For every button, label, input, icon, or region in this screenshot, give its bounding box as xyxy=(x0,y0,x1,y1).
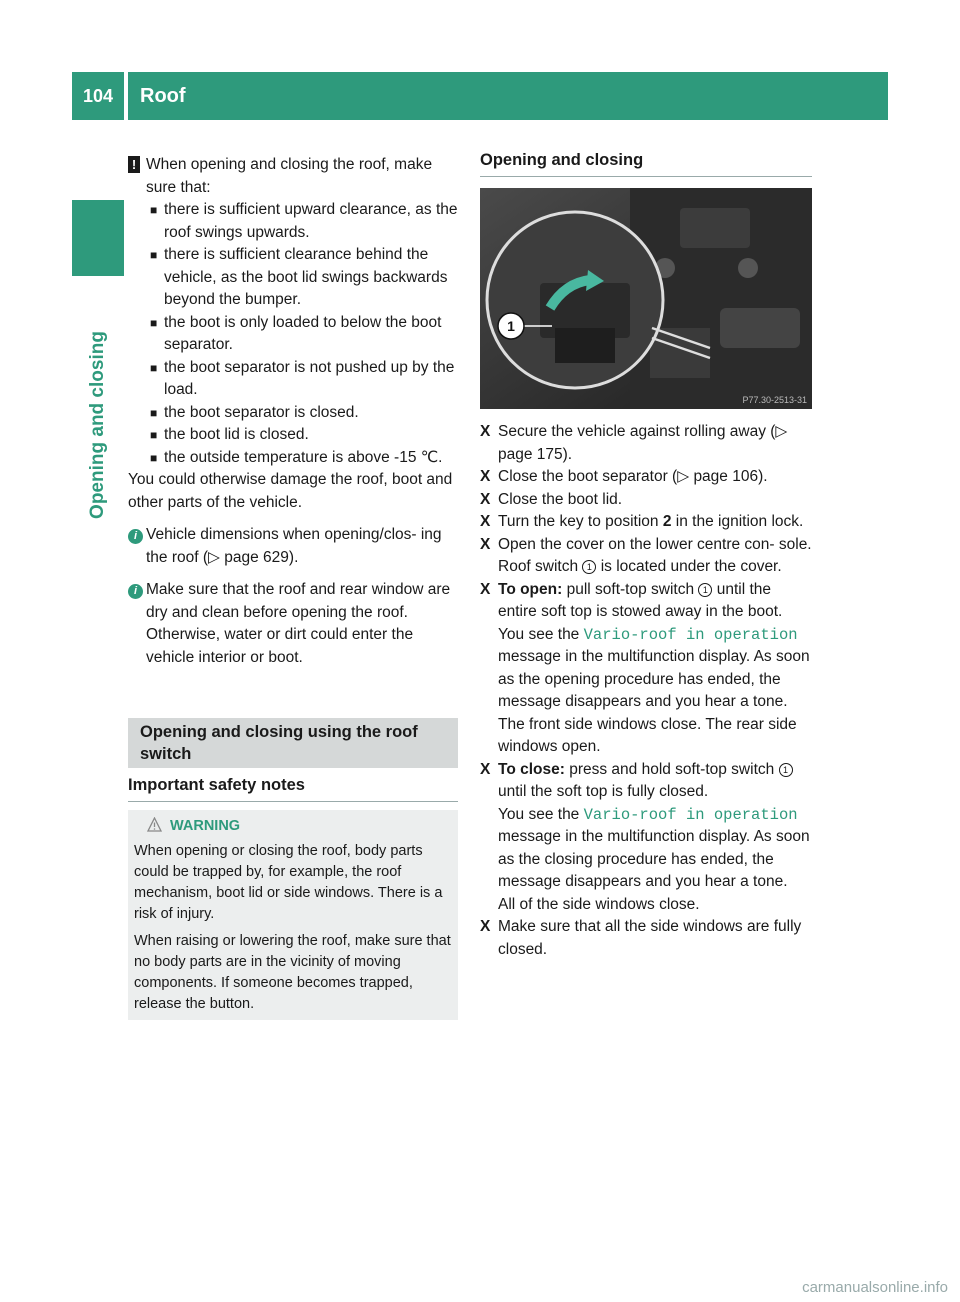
warning-title: WARNING xyxy=(134,816,452,837)
display-message: Vario-roof in operation xyxy=(583,805,798,824)
step: X Secure the vehicle against rolling away (▷ page 175). xyxy=(480,423,788,463)
exclamation-icon: ! xyxy=(128,156,140,173)
step: X To close: press and hold soft-top switch 1 until the soft top is fully closed. You see the Vario-roof in operation message in the multifunction display. As soon as the closing procedure has ended, the message disappears and you hear a tone. xyxy=(480,760,810,890)
callout-1: 1 xyxy=(507,318,515,334)
caution-note: ! When opening and closing the roof, make sure that: xyxy=(128,154,460,199)
step: X Close the boot lid. xyxy=(480,490,623,508)
subheading: Important safety notes xyxy=(128,776,458,802)
display-message: Vario-roof in operation xyxy=(583,625,798,644)
info-icon: i xyxy=(128,529,143,544)
left-column xyxy=(128,154,460,669)
warning-text: When raising or lowering the roof, make sure that no body parts are in the vicinity of moving components. If someone becomes trapped, release the button. xyxy=(134,933,451,1012)
info-note: i Vehicle dimensions when opening/clos- ing the roof (▷ page 629). xyxy=(128,524,460,569)
step-note: The front side windows close. The rear side windows open. xyxy=(498,715,797,755)
step: X Turn the key to position 2 in the ignition lock. xyxy=(480,513,804,530)
info-icon: i xyxy=(128,584,143,599)
caution-outro: You could otherwise damage the roof, boot and other parts of the vehicle. xyxy=(128,471,453,511)
list-item: ■ there is sufficient clearance behind the vehicle, as the boot lid swings backwards beyond the bumper. xyxy=(150,246,448,308)
info-note: i Make sure that the roof and rear window are dry and clean before opening the roof. Otherwise, water or dirt could enter the vehicle interior or boot. xyxy=(128,579,460,669)
list-item: ■ there is sufficient upward clearance, as the roof swings upwards. xyxy=(150,201,458,241)
callout-1-icon: 1 xyxy=(698,583,712,597)
step: X To open: pull soft-top switch 1 until the entire soft top is stowed away in the boot. You see the Vario-roof in operation message in the multifunction display. As soon as the opening procedure has ended, the message disappears and you hear a tone. xyxy=(480,580,810,710)
section-heading: Opening and closing using the roof switch xyxy=(128,718,458,768)
list-item: ■ the boot lid is closed. xyxy=(150,426,309,443)
sidebar-tab xyxy=(72,200,124,276)
list-item: ■ the boot separator is not pushed up by the load. xyxy=(150,358,455,398)
step: X Close the boot separator (▷ page 106). xyxy=(480,468,768,485)
list-item: ■ the outside temperature is above -15 ℃. xyxy=(150,448,443,466)
step: X Make sure that all the side windows are fully closed. xyxy=(480,918,802,958)
step-note: All of the side windows close. xyxy=(498,895,700,913)
warning-triangle-icon xyxy=(147,817,162,832)
watermark: carmanualsonline.info xyxy=(802,1279,948,1296)
warning-box xyxy=(128,810,458,1020)
callout-1-icon: 1 xyxy=(582,560,596,574)
page-title: Roof xyxy=(128,72,888,120)
callout-1-icon: 1 xyxy=(779,763,793,777)
step: X Open the cover on the lower centre con- sole. Roof switch 1 is located under the cover. xyxy=(480,535,812,575)
warning-text: When opening or closing the roof, body parts could be trapped by, for example, the roof mechanism, boot lid or side windows. There is a risk of injury. xyxy=(134,843,443,922)
page-number: 104 xyxy=(72,72,124,120)
right-column xyxy=(480,421,814,961)
roof-switch-photo xyxy=(480,188,812,409)
sidebar-chapter-label: Opening and closing xyxy=(87,331,108,519)
photo-code: P77.30-2513-31 xyxy=(742,395,807,405)
caution-bullets xyxy=(128,199,460,469)
section-heading: Opening and closing xyxy=(480,151,812,177)
list-item: ■ the boot is only loaded to below the boot separator. xyxy=(150,313,442,353)
list-item: ■ the boot separator is closed. xyxy=(150,403,359,421)
